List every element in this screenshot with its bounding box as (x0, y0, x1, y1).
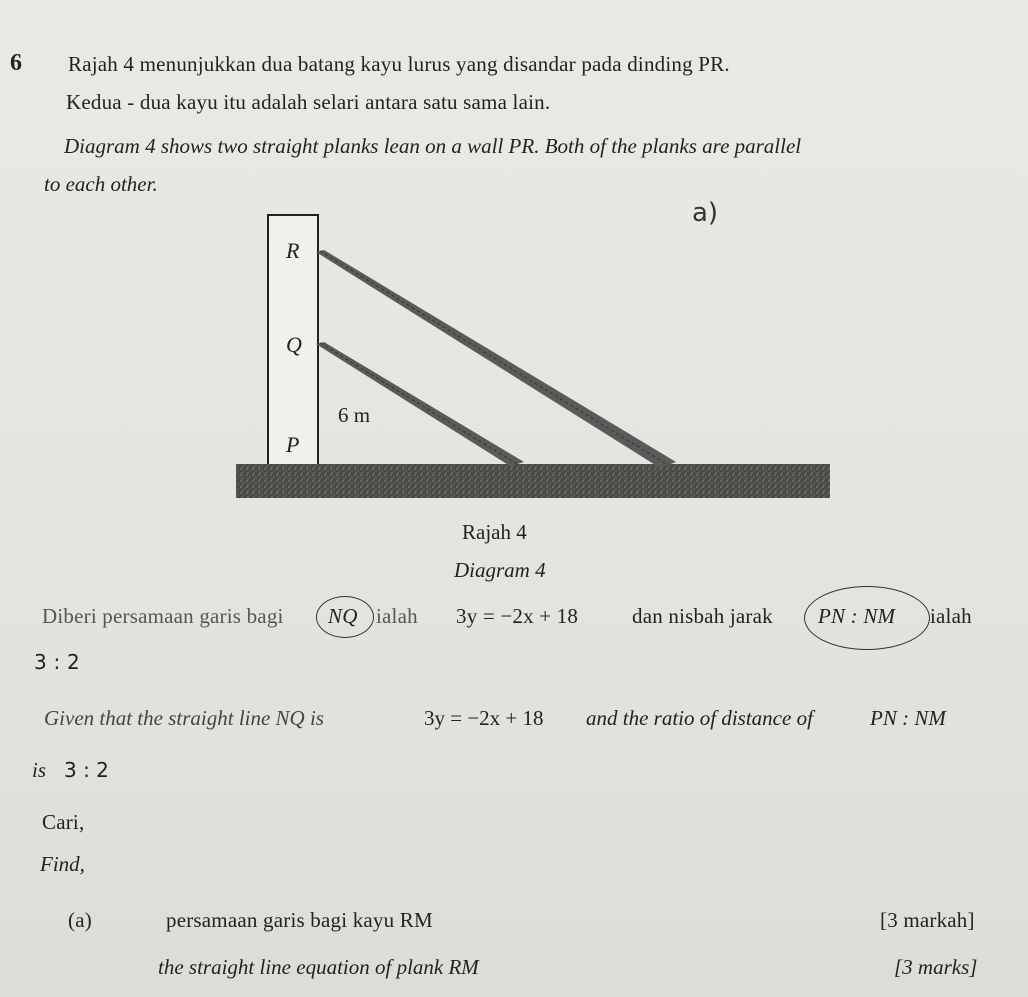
given-english-prefix: Given that the straight line NQ is (44, 706, 324, 730)
intro-malay-line-1: Rajah 4 menunjukkan dua batang kayu lurus yang disandar pada dinding PR. (68, 52, 730, 76)
given-malay-prefix: Diberi persamaan garis bagi (42, 604, 284, 628)
part-a-marks-malay: [3 markah] (880, 908, 975, 932)
ground-surface (236, 464, 830, 498)
given-malay-mid: ialah (376, 604, 418, 628)
diagram-caption-malay: Rajah 4 (462, 520, 527, 544)
diagram-caption-english: Diagram 4 (454, 558, 546, 582)
intro-english-line-2: to each other. (44, 172, 158, 196)
label-r: R (286, 238, 300, 263)
given-malay-mid-2: dan nisbah jarak (632, 604, 773, 628)
part-a-text-english: the straight line equation of plank RM (158, 955, 479, 979)
given-line-name: NQ (328, 604, 358, 628)
given-ratio-name-malay: PN : NM (818, 604, 896, 628)
handwritten-circle-ratio (804, 586, 930, 650)
given-equation-english: 3y = −2x + 18 (424, 706, 544, 730)
instruction-malay: Cari, (42, 810, 85, 834)
intro-english-line-1: Diagram 4 shows two straight planks lean on a wall PR. Both of the planks are parallel (64, 134, 802, 158)
handwritten-circle-nq (316, 596, 374, 638)
given-malay-suffix: ialah (930, 604, 972, 628)
length-label: 6 m (338, 403, 371, 427)
given-ratio-malay: 3 : 2 (34, 650, 80, 674)
label-p: P (286, 432, 300, 457)
label-q: Q (286, 332, 302, 357)
part-a-label: (a) (68, 908, 92, 932)
given-equation-malay: 3y = −2x + 18 (456, 604, 579, 628)
given-ratio-name-english: PN : NM (870, 706, 946, 730)
handwritten-part-note: a) (692, 198, 719, 228)
intro-malay-line-2: Kedua - dua kayu itu adalah selari antara satu sama lain. (66, 90, 551, 114)
instruction-english: Find, (40, 852, 85, 876)
part-a-marks-english: [3 marks] (894, 955, 978, 979)
given-english-mid: and the ratio of distance of (586, 706, 813, 730)
question-number: 6 (10, 50, 22, 76)
given-english-is: is (32, 758, 47, 782)
given-ratio-english: 3 : 2 (64, 758, 109, 782)
part-a-text-malay: persamaan garis bagi kayu RM (166, 908, 433, 932)
